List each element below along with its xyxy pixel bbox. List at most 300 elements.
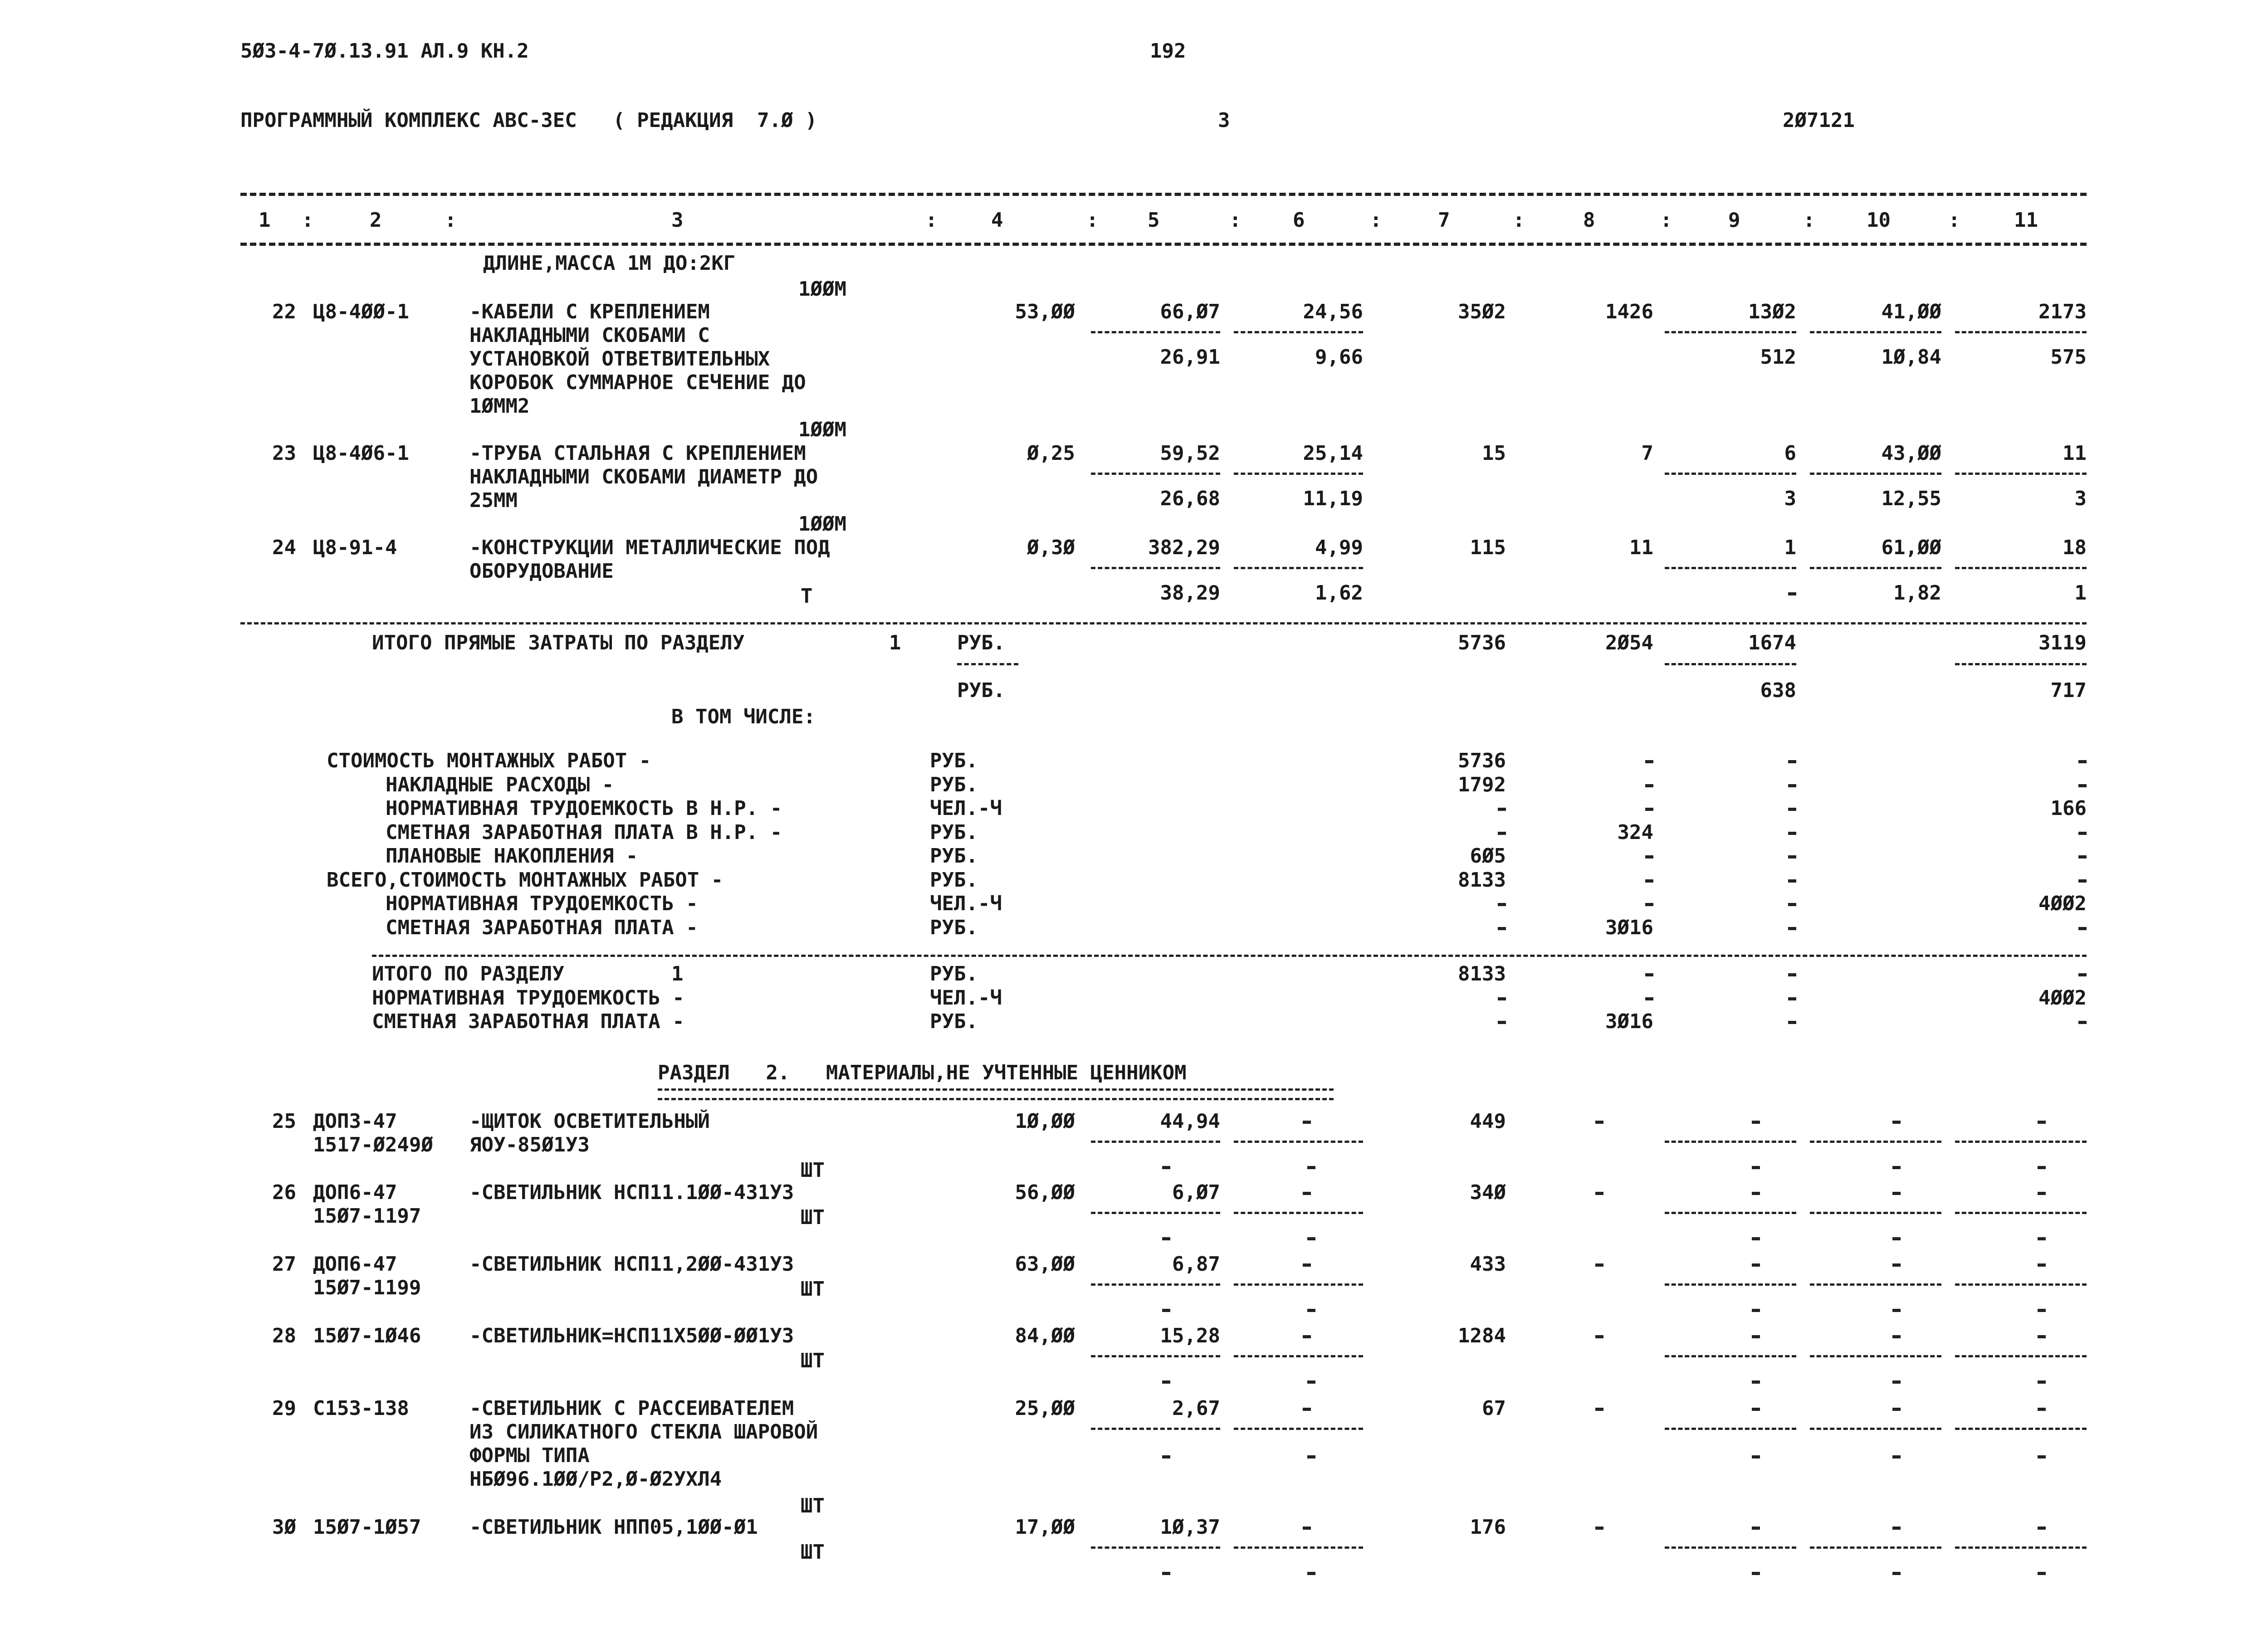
dash-mark <box>1498 997 1506 1000</box>
material-description-line: -СВЕТИЛЬНИК НПП05,1ØØ-Ø1 <box>469 1516 758 1539</box>
item-description-line: НАКЛАДНЫМИ СКОБАМИ ДИАМЕТР ДО <box>469 465 818 488</box>
dash-mark <box>1892 1237 1901 1240</box>
dash-mark <box>1307 1455 1315 1458</box>
dash-mark <box>1788 855 1796 858</box>
item-code: Ц8-4Ø6-1 <box>313 442 409 465</box>
program-title: ПРОГРАММНЫЙ КОМПЛЕКС АВС-3ЕС ( РЕДАКЦИЯ 7.Ø ) <box>240 109 817 132</box>
cell-underline <box>1810 1355 1941 1357</box>
summary-end-rule <box>372 955 2087 957</box>
material-total: 176 <box>1470 1516 1506 1539</box>
summary-unit: РУБ. <box>930 844 978 868</box>
dash-mark <box>1307 1309 1315 1312</box>
dash-mark <box>1303 1335 1311 1338</box>
item-description-line: 25ММ <box>469 489 518 512</box>
cell-underline <box>1810 1546 1941 1549</box>
dash-mark <box>1162 1455 1170 1458</box>
dash-mark <box>1162 1309 1170 1312</box>
cell-underline <box>1234 1283 1363 1286</box>
summary-label: СМЕТНАЯ ЗАРАБОТНАЯ ПЛАТА - <box>386 916 698 939</box>
summary-col8: 3Ø16 <box>1605 916 1653 939</box>
cell-underline <box>1234 567 1363 569</box>
material-qty: 56,ØØ <box>1015 1181 1075 1204</box>
dash-mark <box>2078 760 2087 763</box>
summary-unit: РУБ. <box>930 868 978 892</box>
item-description-line: -КОНСТРУКЦИИ МЕТАЛЛИЧЕСКИЕ ПОД <box>469 536 830 559</box>
section-total-col11: 4ØØ2 <box>2038 986 2087 1010</box>
cell-underline <box>1955 1283 2087 1286</box>
cell-underline <box>1665 1283 1796 1286</box>
cell-col11-wage: 575 <box>2050 346 2087 369</box>
dash-mark <box>2038 1237 2046 1240</box>
material-total: 1284 <box>1458 1324 1506 1347</box>
section-total-number: 1 <box>671 962 684 985</box>
summary-col11: 166 <box>2050 797 2087 820</box>
cell-unit-price-wage: 38,29 <box>1160 581 1220 605</box>
summary-unit: РУБ. <box>930 749 978 772</box>
dash-mark <box>2038 1527 2046 1530</box>
cell-underline <box>1665 331 1796 333</box>
dash-mark <box>1595 1408 1603 1411</box>
dash-mark <box>1752 1237 1760 1240</box>
dash-mark <box>1752 1408 1760 1411</box>
dash-mark <box>1892 1335 1901 1338</box>
cell-unit-price-wage: 26,91 <box>1160 346 1220 369</box>
material-code-secondary: 15Ø7-1197 <box>313 1205 421 1228</box>
dash-mark <box>2038 1121 2046 1124</box>
col-header-3: 3 <box>671 209 684 232</box>
dash-mark <box>1307 1166 1315 1169</box>
dash-mark <box>2038 1455 2046 1458</box>
material-code: С153-138 <box>313 1397 409 1420</box>
cell-unit-price-wage: 26,68 <box>1160 487 1220 510</box>
dash-mark <box>1303 1527 1311 1530</box>
cell-underline <box>1665 473 1796 475</box>
cell-underline <box>1091 331 1220 333</box>
cell-underline <box>1091 1212 1220 1214</box>
col-header-8: 8 <box>1583 209 1595 232</box>
cell-underline <box>1810 567 1941 569</box>
cell-unit-labor-wage: 1,62 <box>1315 581 1363 605</box>
dash-mark <box>1595 1263 1603 1267</box>
item-description-line: -КАБЕЛИ С КРЕПЛЕНИЕМ <box>469 300 710 323</box>
item-description-line: НАКЛАДНЫМИ СКОБАМИ С <box>469 324 710 347</box>
cell-unit-labor: 25,14 <box>1303 442 1363 465</box>
total-direct-col9: 1674 <box>1748 631 1796 654</box>
item-description-line: ОБОРУДОВАНИЕ <box>469 560 614 583</box>
dash-mark <box>1752 1380 1760 1384</box>
material-unit: ШТ <box>801 1278 825 1301</box>
cell-col9-wage: 512 <box>1760 346 1796 369</box>
dash-mark <box>1645 903 1653 906</box>
dash-mark <box>1788 760 1796 763</box>
cell-underline <box>1810 1141 1941 1143</box>
dash-mark <box>1892 1309 1901 1312</box>
dash-mark <box>2038 1572 2046 1575</box>
cell-underline <box>1955 1355 2087 1357</box>
col-header-6: 6 <box>1293 209 1305 232</box>
total-direct-label: ИТОГО ПРЯМЫЕ ЗАТРАТЫ ПО РАЗДЕЛУ <box>372 631 745 654</box>
item-description-line: 1ØММ2 <box>469 395 530 418</box>
material-unit-price: 44,94 <box>1160 1110 1220 1133</box>
dash-mark <box>1788 927 1796 930</box>
dash-mark <box>1752 1263 1760 1267</box>
dash-mark <box>2038 1192 2046 1195</box>
material-code: ДОП3-47 <box>313 1110 397 1133</box>
section-2-double-underline <box>658 1088 1334 1100</box>
dash-mark <box>2038 1335 2046 1338</box>
dash-mark <box>2078 973 2087 976</box>
cell-underline <box>1955 663 2087 665</box>
dash-mark <box>1752 1309 1760 1312</box>
section-total-label: ИТОГО ПО РАЗДЕЛУ <box>372 962 564 985</box>
col-separator: : <box>1229 209 1242 232</box>
material-unit: ШТ <box>801 1494 825 1517</box>
dash-mark <box>1752 1335 1760 1338</box>
material-number: 28 <box>272 1324 296 1347</box>
item-number: 22 <box>272 300 296 323</box>
summary-col7: 6Ø5 <box>1470 844 1506 868</box>
summary-col7: 1792 <box>1458 773 1506 796</box>
material-code: 15Ø7-1Ø46 <box>313 1324 421 1347</box>
dash-mark <box>2078 1021 2087 1024</box>
dash-mark <box>1303 1121 1311 1124</box>
material-description-line: ФОРМЫ ТИПА <box>469 1444 590 1467</box>
cell-underline <box>1234 1546 1363 1549</box>
cell-total: 35Ø2 <box>1458 300 1506 323</box>
dash-mark <box>1788 879 1796 883</box>
cell-underline <box>1810 1428 1941 1430</box>
dash-mark <box>2038 1408 2046 1411</box>
dash-mark <box>1788 997 1796 1000</box>
material-total: 433 <box>1470 1253 1506 1276</box>
cell-col10-wage: 1Ø,84 <box>1881 346 1941 369</box>
summary-unit: РУБ. <box>930 820 978 844</box>
cell-col11: 18 <box>2063 536 2087 559</box>
item-unit: 1ØØМ <box>798 278 846 301</box>
dash-mark <box>1788 973 1796 976</box>
doc-code: 5Ø3-4-7Ø.13.91 АЛ.9 КН.2 <box>240 39 529 63</box>
cell-unit-labor-wage: 9,66 <box>1315 346 1363 369</box>
item-unit: Т <box>801 585 813 608</box>
cell-underline <box>1810 1283 1941 1286</box>
cell-qty: Ø,25 <box>1027 442 1075 465</box>
cell-col10: 61,ØØ <box>1881 536 1941 559</box>
col-separator: : <box>1513 209 1525 232</box>
cell-col11-wage: 1 <box>2074 581 2087 605</box>
cell-underline <box>1810 473 1941 475</box>
cell-col9-wage: 3 <box>1784 487 1796 510</box>
cell-unit-labor: 4,99 <box>1315 536 1363 559</box>
material-description-line: -ЩИТОК ОСВЕТИТЕЛЬНЫЙ <box>469 1110 710 1133</box>
item-description-line: -ТРУБА СТАЛЬНАЯ С КРЕПЛЕНИЕМ <box>469 442 806 465</box>
cell-underline <box>1665 1355 1796 1357</box>
total-direct-col11-wage: 717 <box>2050 679 2087 702</box>
cell-underline <box>1091 1283 1220 1286</box>
dash-mark <box>1752 1166 1760 1169</box>
cell-unit-labor: 24,56 <box>1303 300 1363 323</box>
col-header-5: 5 <box>1148 209 1160 232</box>
dash-mark <box>1788 832 1796 835</box>
col-separator: : <box>445 209 457 232</box>
dash-mark <box>1595 1335 1603 1338</box>
dash-mark <box>1892 1380 1901 1384</box>
summary-col11: 4ØØ2 <box>2038 892 2087 915</box>
material-qty: 63,ØØ <box>1015 1253 1075 1276</box>
col-header-9: 9 <box>1728 209 1740 232</box>
summary-label: ВСЕГО,СТОИМОСТЬ МОНТАЖНЫХ РАБОТ - <box>327 868 723 892</box>
col-header-1: 1 <box>259 209 271 232</box>
section-2-title: РАЗДЕЛ 2. МАТЕРИАЛЫ,НЕ УЧТЕННЫЕ ЦЕННИКОМ <box>658 1061 1187 1084</box>
dash-mark <box>1892 1121 1901 1124</box>
dash-mark <box>1303 1263 1311 1267</box>
material-unit: ШТ <box>801 1541 825 1564</box>
cell-col11-wage: 3 <box>2074 487 2087 510</box>
dash-mark <box>1645 760 1653 763</box>
dash-mark <box>2078 927 2087 930</box>
item-pre-description: ДЛИНЕ,МАССА 1М ДО:2КГ <box>483 252 736 275</box>
cell-underline <box>1955 567 2087 569</box>
col-separator: : <box>1660 209 1672 232</box>
dash-mark <box>1303 1408 1311 1411</box>
item-code: Ц8-4ØØ-1 <box>313 300 409 323</box>
cell-underline <box>1955 1141 2087 1143</box>
dash-mark <box>1595 1121 1603 1124</box>
col-header-2: 2 <box>370 209 382 232</box>
dash-mark <box>1162 1380 1170 1384</box>
col-separator: : <box>1086 209 1099 232</box>
cell-col10-wage: 12,55 <box>1881 487 1941 510</box>
material-unit-price: 2,67 <box>1172 1397 1220 1420</box>
material-description-line: -СВЕТИЛЬНИК НСП11,2ØØ-431У3 <box>469 1253 794 1276</box>
dash-mark <box>1892 1166 1901 1169</box>
dash-mark <box>1788 784 1796 787</box>
cell-underline <box>1234 331 1363 333</box>
cell-underline <box>1810 1212 1941 1214</box>
cell-col11: 2173 <box>2038 300 2087 323</box>
dash-mark <box>1788 808 1796 811</box>
section-total-col8: 3Ø16 <box>1605 1010 1653 1033</box>
summary-unit: ЧЕЛ.-Ч <box>930 797 1002 820</box>
dash-mark <box>1645 808 1653 811</box>
material-description-line: -СВЕТИЛЬНИК С РАССЕИВАТЕЛЕМ <box>469 1397 794 1420</box>
material-number: 26 <box>272 1181 296 1204</box>
cell-underline <box>1810 331 1941 333</box>
dash-mark <box>1752 1572 1760 1575</box>
dash-mark <box>2078 879 2087 883</box>
cell-unit-labor-wage: 11,19 <box>1303 487 1363 510</box>
cell-underline <box>1955 473 2087 475</box>
cell-col9: 13Ø2 <box>1748 300 1796 323</box>
section-total-unit: РУБ. <box>930 1010 978 1033</box>
col-separator: : <box>1948 209 1960 232</box>
material-unit: ШТ <box>801 1349 825 1372</box>
dash-mark <box>1752 1455 1760 1458</box>
total-direct-unit: РУБ. <box>957 631 1005 654</box>
cell-col8: 7 <box>1641 442 1653 465</box>
including-label: В ТОМ ЧИСЛЕ: <box>671 705 816 728</box>
material-total: 67 <box>1482 1397 1506 1420</box>
section-total-label: СМЕТНАЯ ЗАРАБОТНАЯ ПЛАТА - <box>372 1010 684 1033</box>
dash-mark <box>1645 997 1653 1000</box>
material-unit-price: 15,28 <box>1160 1324 1220 1347</box>
dash-mark <box>2078 855 2087 858</box>
dash-mark <box>1788 1021 1796 1024</box>
total-direct-col8: 2Ø54 <box>1605 631 1653 654</box>
summary-label: ПЛАНОВЫЕ НАКОПЛЕНИЯ - <box>386 844 638 868</box>
dash-mark <box>1892 1192 1901 1195</box>
item-description-line: КОРОБОК СУММАРНОЕ СЕЧЕНИЕ ДО <box>469 371 806 394</box>
dash-mark <box>1498 903 1506 906</box>
table-header-rule <box>240 243 2087 246</box>
cell-underline <box>1091 567 1220 569</box>
total-direct-col11: 3119 <box>2038 631 2087 654</box>
cell-underline <box>1665 1546 1796 1549</box>
cell-underline <box>1091 1355 1220 1357</box>
item-number: 24 <box>272 536 296 559</box>
cell-underline <box>1665 1141 1796 1143</box>
item-description-line: УСТАНОВКОЙ ОТВЕТВИТЕЛЬНЫХ <box>469 347 770 371</box>
dash-mark <box>1162 1237 1170 1240</box>
summary-label: СТОИМОСТЬ МОНТАЖНЫХ РАБОТ - <box>327 749 651 772</box>
material-qty: 17,ØØ <box>1015 1516 1075 1539</box>
dash-mark <box>2038 1380 2046 1384</box>
total-direct-col7: 5736 <box>1458 631 1506 654</box>
col-header-11: 11 <box>2014 209 2038 232</box>
cell-total: 115 <box>1470 536 1506 559</box>
cell-underline <box>1955 331 2087 333</box>
cell-underline <box>1955 1546 2087 1549</box>
cell-col10-wage: 1,82 <box>1893 581 1941 605</box>
dash-mark <box>1892 1263 1901 1267</box>
cell-unit-price: 59,52 <box>1160 442 1220 465</box>
page-number: 192 <box>1150 39 1186 63</box>
total-direct-col9-wage: 638 <box>1760 679 1796 702</box>
cell-total: 15 <box>1482 442 1506 465</box>
dash-mark <box>1752 1121 1760 1124</box>
cell-underline <box>1091 1141 1220 1143</box>
items-end-rule <box>240 622 2087 624</box>
summary-label: НОРМАТИВНАЯ ТРУДОЕМКОСТЬ В Н.Р. - <box>386 797 782 820</box>
material-total: 449 <box>1470 1110 1506 1133</box>
dash-mark <box>1645 879 1653 883</box>
section-total-unit: РУБ. <box>930 962 978 985</box>
dash-mark <box>1892 1527 1901 1530</box>
material-total: 34Ø <box>1470 1181 1506 1204</box>
material-number: 3Ø <box>272 1516 296 1539</box>
material-unit: ШТ <box>801 1206 825 1229</box>
dash-mark <box>1162 1166 1170 1169</box>
cell-underline <box>1091 473 1220 475</box>
dash-mark <box>1892 1408 1901 1411</box>
cell-col11: 11 <box>2063 442 2087 465</box>
cell-underline <box>1955 1212 2087 1214</box>
cell-underline <box>1091 1428 1220 1430</box>
section-total-label: НОРМАТИВНАЯ ТРУДОЕМКОСТЬ - <box>372 986 684 1010</box>
section-total-unit: ЧЕЛ.-Ч <box>930 986 1002 1010</box>
dash-mark <box>1752 1527 1760 1530</box>
material-qty: 84,ØØ <box>1015 1324 1075 1347</box>
dash-mark <box>1595 1527 1603 1530</box>
material-description-line: ИЗ СИЛИКАТНОГО СТЕКЛА ШАРОВОЙ <box>469 1420 818 1444</box>
table-top-rule <box>240 193 2087 196</box>
dash-mark <box>1303 1192 1311 1195</box>
cell-col8: 1426 <box>1605 300 1653 323</box>
material-number: 27 <box>272 1253 296 1276</box>
material-unit-price: 6,87 <box>1172 1253 1220 1276</box>
cell-col8: 11 <box>1629 536 1653 559</box>
summary-label: НАКЛАДНЫЕ РАСХОДЫ - <box>386 773 614 796</box>
section-total-col7: 8133 <box>1458 962 1506 985</box>
dash-mark <box>1788 903 1796 906</box>
dash-mark <box>1752 1192 1760 1195</box>
item-number: 23 <box>272 442 296 465</box>
dash-mark <box>1162 1572 1170 1575</box>
material-number: 25 <box>272 1110 296 1133</box>
col-separator: : <box>1370 209 1382 232</box>
summary-label: СМЕТНАЯ ЗАРАБОТНАЯ ПЛАТА В Н.Р. - <box>386 820 782 844</box>
material-unit-price: 6,Ø7 <box>1172 1181 1220 1204</box>
col-separator: : <box>925 209 938 232</box>
summary-label: НОРМАТИВНАЯ ТРУДОЕМКОСТЬ - <box>386 892 698 915</box>
summary-unit: ЧЕЛ.-Ч <box>930 892 1002 915</box>
cell-underline <box>1665 1428 1796 1430</box>
col-header-10: 10 <box>1867 209 1891 232</box>
col-header-7: 7 <box>1438 209 1450 232</box>
summary-unit: РУБ. <box>930 773 978 796</box>
material-qty: 1Ø,ØØ <box>1015 1110 1075 1133</box>
item-code: Ц8-91-4 <box>313 536 397 559</box>
dash-mark <box>2078 832 2087 835</box>
total-direct-section: 1 <box>889 631 901 654</box>
cell-underline <box>957 663 1018 665</box>
material-unit-price: 1Ø,37 <box>1160 1516 1220 1539</box>
summary-col7: 8133 <box>1458 868 1506 892</box>
item-unit: 1ØØМ <box>798 418 846 441</box>
dash-mark <box>2038 1309 2046 1312</box>
col-separator: : <box>1803 209 1815 232</box>
total-direct-unit2: РУБ. <box>957 679 1005 702</box>
material-code: ДОП6-47 <box>313 1253 397 1276</box>
item-unit: 1ØØМ <box>798 512 846 536</box>
material-number: 29 <box>272 1397 296 1420</box>
material-qty: 25,ØØ <box>1015 1397 1075 1420</box>
summary-unit: РУБ. <box>930 916 978 939</box>
cell-qty: 53,ØØ <box>1015 300 1075 323</box>
cell-underline <box>1091 1546 1220 1549</box>
doc-number: 2Ø7121 <box>1783 109 1855 132</box>
cell-underline <box>1234 473 1363 475</box>
dash-mark <box>1498 808 1506 811</box>
material-code: 15Ø7-1Ø57 <box>313 1516 421 1539</box>
material-code-secondary: 15Ø7-1199 <box>313 1276 421 1299</box>
material-unit: ШТ <box>801 1159 825 1182</box>
material-description-line: НБØ96.1ØØ/Р2,Ø-Ø2УХЛ4 <box>469 1468 722 1491</box>
dash-mark <box>2078 784 2087 787</box>
cell-underline <box>1234 1355 1363 1357</box>
material-description-line: -СВЕТИЛЬНИК НСП11.1ØØ-431У3 <box>469 1181 794 1204</box>
cell-qty: Ø,3Ø <box>1027 536 1075 559</box>
sheet-number: 3 <box>1218 109 1230 132</box>
material-code: ДОП6-47 <box>313 1181 397 1204</box>
dash-mark <box>2038 1166 2046 1169</box>
cell-underline <box>1234 1428 1363 1430</box>
dash-mark <box>1645 973 1653 976</box>
cell-col10: 41,ØØ <box>1881 300 1941 323</box>
cell-underline <box>1234 1212 1363 1214</box>
summary-col8: 324 <box>1617 820 1653 844</box>
cell-underline <box>1665 1212 1796 1214</box>
cell-underline <box>1955 1428 2087 1430</box>
